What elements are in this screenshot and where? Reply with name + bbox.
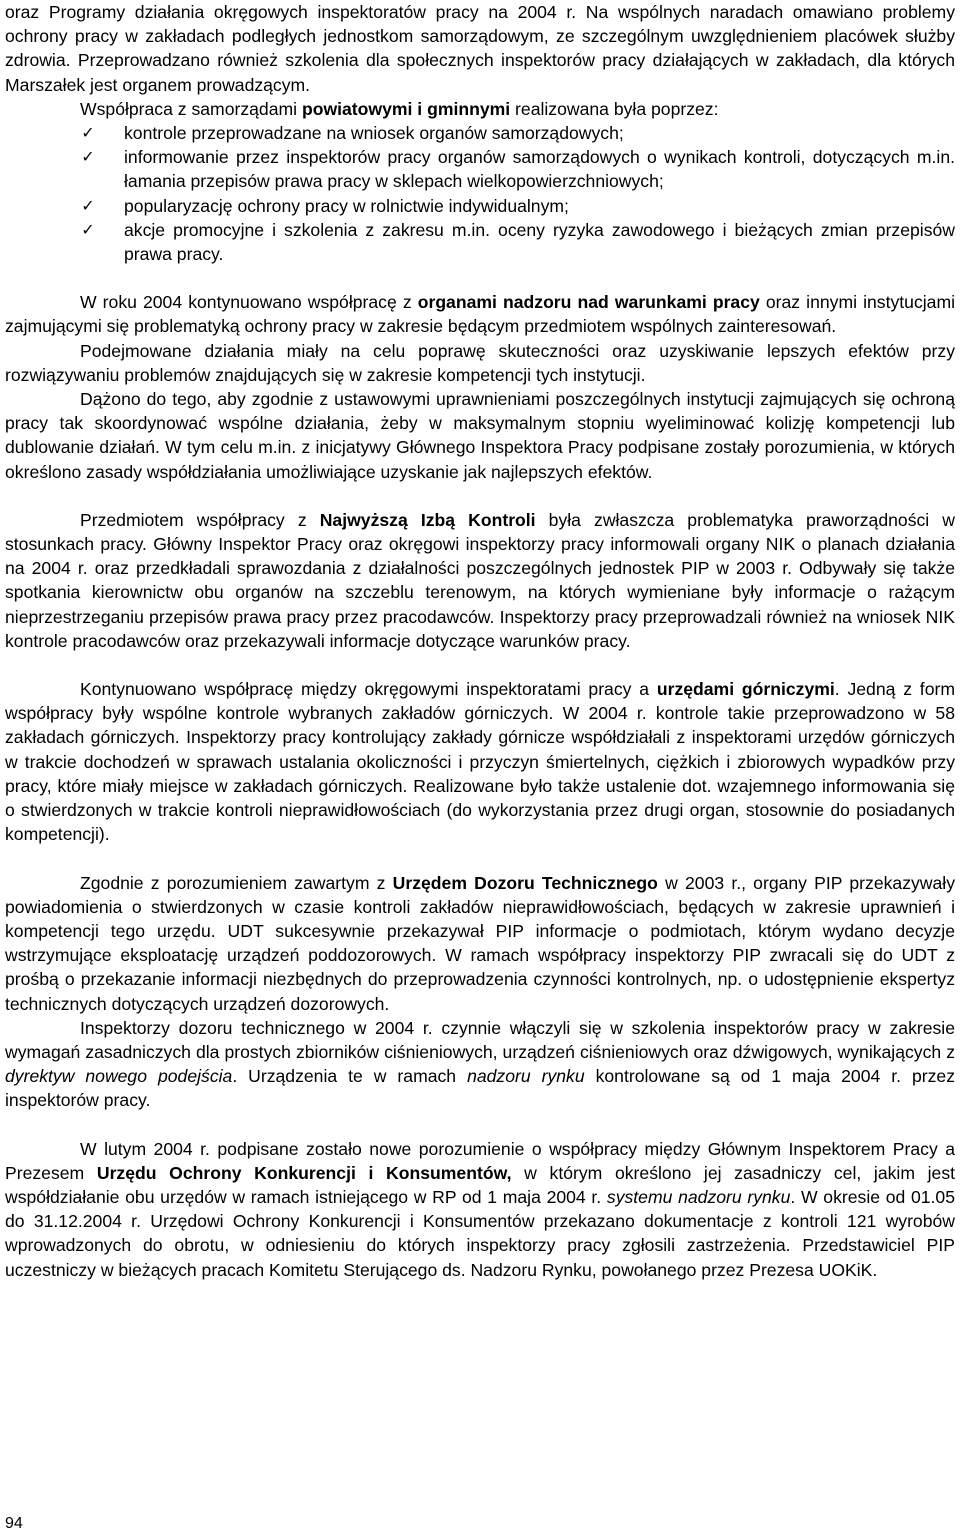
paragraph-uokik: W lutym 2004 r. podpisane zostało nowe porozumienie o współpracy między Głównym Inspektorem Pracy a Prezesem Urzędu Ochrony Konkurencji i Konsumentów, w którym określono jej zasadniczy cel, jakim jest współdziałanie obu urzędów w ramach istniejącego w RP od 1 maja 2004 r. systemu nadzoru rynku. W okresie od 01.05 do 31.12.2004 r. Urzędowi Ochrony Konkurencji i Konsumentów przekazano dokumentacje z kontroli 121 wyrobów wprowadzonych do obrotu, w odniesieniu do których inspektorzy pracy zgłosili zastrzeżenia. Przedstawiciel PIP uczestniczy w bieżących pracach Komitetu Sterującego ds. Nadzoru Rynku, powołanego przez Prezesa UOKiK. xyxy=(5,1138,956,1280)
paragraph-local-government: Współpraca z samorządami powiatowymi i gminnymi realizowana była poprzez: xyxy=(80,98,719,119)
paragraph-nik: Przedmiotem współpracy z Najwyższą Izbą Kontroli była zwłaszcza problematyka praworządności w stosunkach pracy. Główny Inspektor Pracy oraz okręgowi inspektorzy pracy informowali organy NIK o planach działania na 2004 r. oraz przedkładali sprawozdania z działalności poszczególnych jednostek PIP w 2003 r. Odbywały się także spotkania kierownictw obu organów na szczeblu terenowym, na których wymieniane były informacje o rażącym nieprzestrzeganiu przepisów prawa pracy przez pracodawców. Inspektorzy pracy przeprowadzali również na wniosek NIK kontrole pracodawców oraz przekazywali informacje dotyczące warunków pracy. xyxy=(5,509,955,651)
checklist xyxy=(5,121,955,266)
paragraph-intro: oraz Programy działania okręgowych inspektoratów pracy na 2004 r. Na wspólnych naradach omawiano problemy ochrony pracy w zakładach podległych jednostkom samorządowym, ze szczególnym uwzględnieniem placówek służby zdrowia. Przeprowadzano również szkolenia dla społecznych inspektorów pracy działających w zakładach, dla których Marszałek jest organem prowadzącym. xyxy=(5,2,955,95)
checkmark-icon: ✓ xyxy=(81,195,95,215)
paragraph-coordination: Dążono do tego, aby zgodnie z ustawowymi uprawnieniami poszczególnych instytucji zajmujących się ochroną pracy tak skoordynować wspólne działania, żeby w maksymalnym stopniu wyeliminować kolizję kompetencji lub dublowanie działań. W tym celu m.in. z inicjatywy Głównego Inspektora Pracy podpisane zostały porozumienia, w których określono zasady współdziałania umożliwiające uzyskanie jak najlepszych efektów. xyxy=(5,389,955,482)
paragraph-actions-goal: Podejmowane działania miały na celu poprawę skuteczności oraz uzyskiwanie lepszych efektów przy rozwiązywaniu problemów znajdujących się w zakresie kompetencji tych instytucji. xyxy=(5,340,955,385)
document-page xyxy=(5,0,955,1282)
list-item: ✓ kontrole przeprowadzane na wniosek organów samorządowych; xyxy=(5,121,955,145)
checkmark-icon: ✓ xyxy=(81,123,95,143)
checkmark-icon: ✓ xyxy=(81,219,95,239)
paragraph-udt-training: Inspektorzy dozoru technicznego w 2004 r. czynnie włączyli się w szkolenia inspektorów pracy w zakresie wymagań zasadniczych dla prostych zbiorników ciśnieniowych, urządzeń ciśnieniowych oraz dźwigowych, wynikających z dyrektyw nowego podejścia. Urządzenia te w ramach nadzoru rynku kontrolowane są od 1 maja 2004 r. przez inspektorów pracy. xyxy=(5,1017,956,1111)
paragraph-mining-offices: Kontynuowano współpracę między okręgowymi inspektoratami pracy a urzędami górniczymi. Jedną z form współpracy były wspólne kontrole wybranych zakładów górniczych. W 2004 r. kontrole takie przeprowadzono w 58 zakładach górniczych. Inspektorzy pracy kontrolujący zakłady górnicze współdziałali z inspektorami urzędów górniczych w trakcie dochodzeń w sprawach ustalania okoliczności i przyczyn śmiertelnych, ciężkich i zbiorowych wypadków przy pracy, które miały miejsce w zakładach górniczych. Realizowane było także ustalenie dot. wzajemnego informowania się o stwierdzonych w trakcie kontroli nieprawidłowościach (do wykorzystania przez drugi organ, stosownie do posiadanych kompetencji). xyxy=(5,679,955,845)
page-number: 94 xyxy=(5,1515,23,1532)
paragraph-supervisory-bodies: W roku 2004 kontynuowano współpracę z organami nadzoru nad warunkami pracy oraz innymi instytucjami zajmującymi się problematyką ochrony pracy w zakresie będącym przedmiotem wspólnych zainteresowań. xyxy=(5,292,956,337)
checkmark-icon: ✓ xyxy=(81,147,95,167)
list-item: ✓ akcje promocyjne i szkolenia z zakresu m.in. oceny ryzyka zawodowego i bieżących zmian przepisów prawa pracy. xyxy=(5,218,955,266)
paragraph-udt: Zgodnie z porozumieniem zawartym z Urzędem Dozoru Technicznego w 2003 r., organy PIP przekazywały powiadomienia o stwierdzonych w czasie kontroli zakładów nieprawidłowościach, będących w zakresie uprawnień i kompetencji tego urzędu. UDT sukcesywnie przekazywał PIP informacje o podmiotach, którym wydano decyzje wstrzymujące eksploatację urządzeń poddozorowych. W ramach współpracy inspektorzy PIP zwracali się do UDT z prośbą o przekazanie informacji niezbędnych do przeprowadzenia czynności kontrolnych, np. o udostępnienie ekspertyz technicznych dotyczących urządzeń dozorowych. xyxy=(5,872,955,1014)
list-item: ✓ informowanie przez inspektorów pracy organów samorządowych o wynikach kontroli, dotyczących m.in. łamania przepisów prawa pracy w sklepach wielkopowierzchniowych; xyxy=(5,145,955,193)
list-item: ✓ popularyzację ochrony pracy w rolnictwie indywidualnym; xyxy=(5,194,955,218)
